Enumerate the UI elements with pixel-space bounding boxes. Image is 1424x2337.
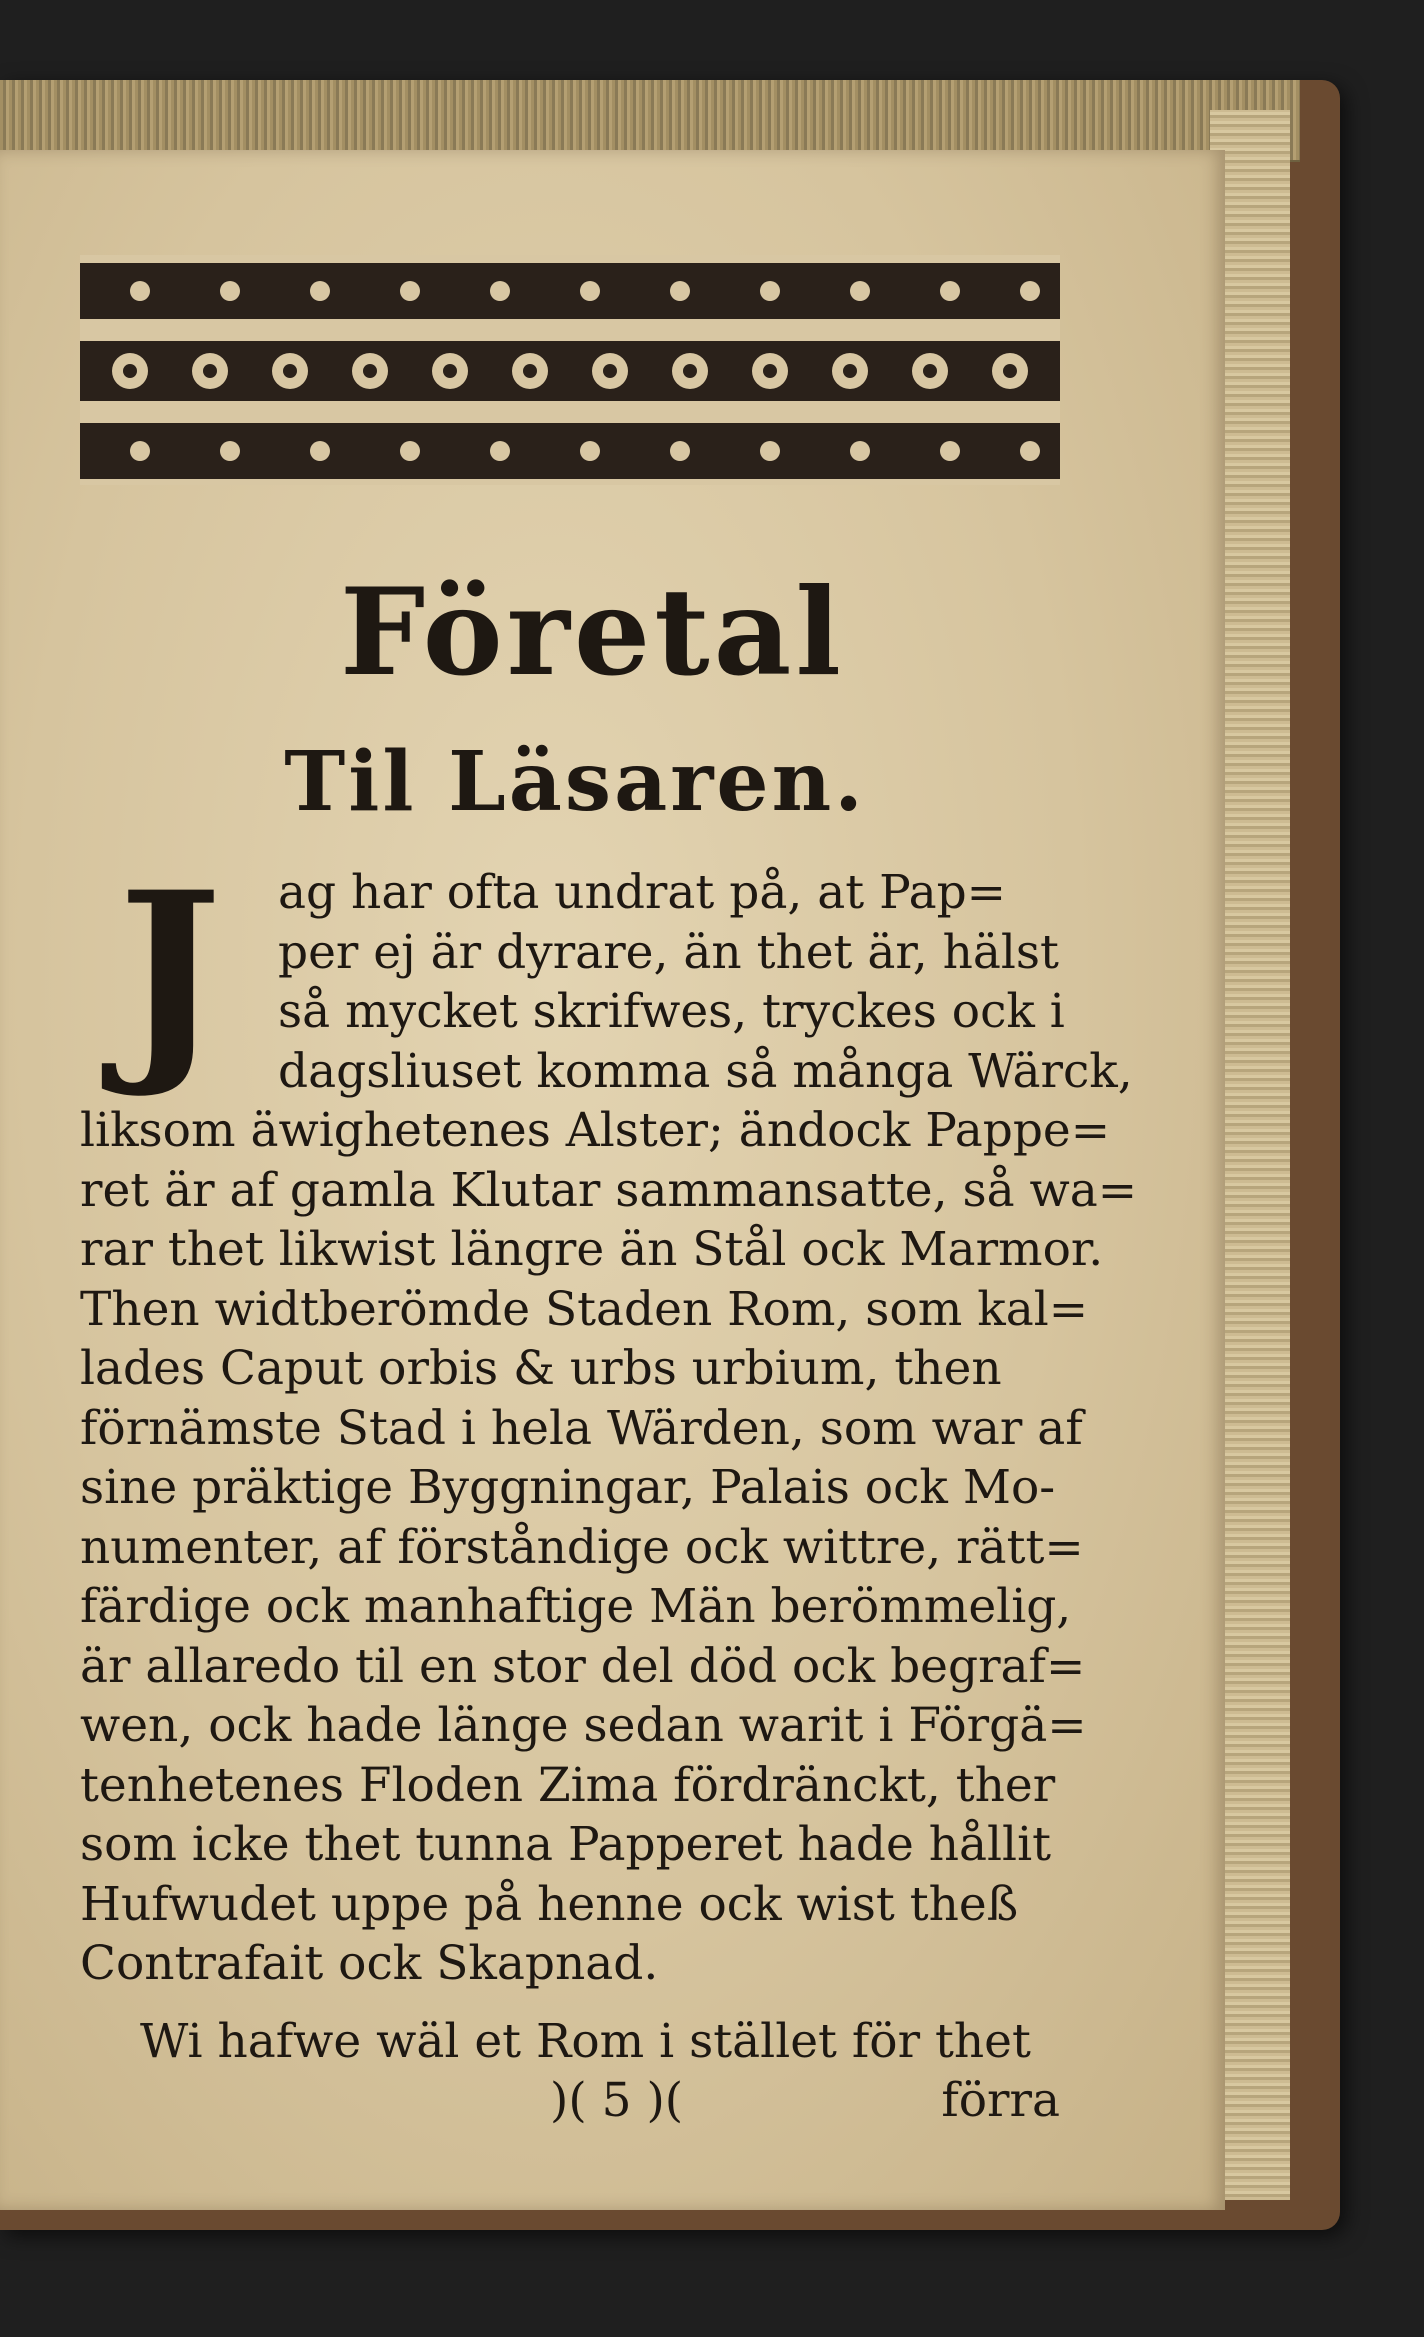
text-line: som icke thet tunna Papperet hade hållit xyxy=(80,1817,1052,1872)
page-heading: Företal xyxy=(339,562,845,703)
text-line: förnämste Stad i hela Wärden, som war af xyxy=(80,1400,1083,1456)
text-line: numenter, af förståndige ock wittre, rätt= xyxy=(80,1519,1084,1575)
catchword: förra xyxy=(941,2073,1060,2128)
text-line: rar thet likwist längre än Stål ock Marmor. xyxy=(80,1222,1104,1277)
page-footer xyxy=(80,2071,1070,2133)
text-line: per ej är dyrare, än thet är, hälst xyxy=(278,924,1059,980)
text-line: så mycket skrifwes, tryckes ock i xyxy=(278,984,1065,1039)
text-line: sine präktige Byggningar, Palais ock Mo- xyxy=(80,1460,1056,1515)
text-line: liksom äwighetenes Alster; ändock Pappe= xyxy=(80,1103,1111,1158)
text-line: är allaredo til en stor del död ock begraf= xyxy=(80,1638,1086,1694)
text-line: tenhetenes Floden Zima fördränckt, ther xyxy=(80,1757,1056,1813)
text-line: wen, ock hade länge sedan warit i Förgä= xyxy=(80,1698,1087,1753)
drop-cap: J xyxy=(117,843,223,1102)
page-text xyxy=(80,255,1138,2133)
text-line: ag har ofta undrat på, at Pap= xyxy=(278,865,1007,920)
body-text xyxy=(80,843,1138,2071)
page-subheading: Til Läsaren. xyxy=(284,734,866,830)
text-line: Hufwudet uppe på henne ock wist theß xyxy=(80,1876,1019,1932)
text-line: färdige ock manhaftige Män berömmelig, xyxy=(80,1579,1072,1634)
text-line: Contrafait ock Skapnad. xyxy=(80,1936,659,1991)
text-line: dagsliuset komma så många Wärck, xyxy=(278,1043,1133,1099)
text-line: ret är af gamla Klutar sammansatte, så wa= xyxy=(80,1162,1138,1218)
text-line: lades Caput orbis & urbs urbium, then xyxy=(80,1341,1002,1396)
ornament-band xyxy=(80,255,1060,485)
page-signature: )( 5 )( xyxy=(550,2073,684,2128)
text-line: Then widtberömde Staden Rom, som kal= xyxy=(80,1281,1089,1337)
text-line-new-paragraph: Wi hafwe wäl et Rom i stället för thet xyxy=(140,2013,1031,2069)
